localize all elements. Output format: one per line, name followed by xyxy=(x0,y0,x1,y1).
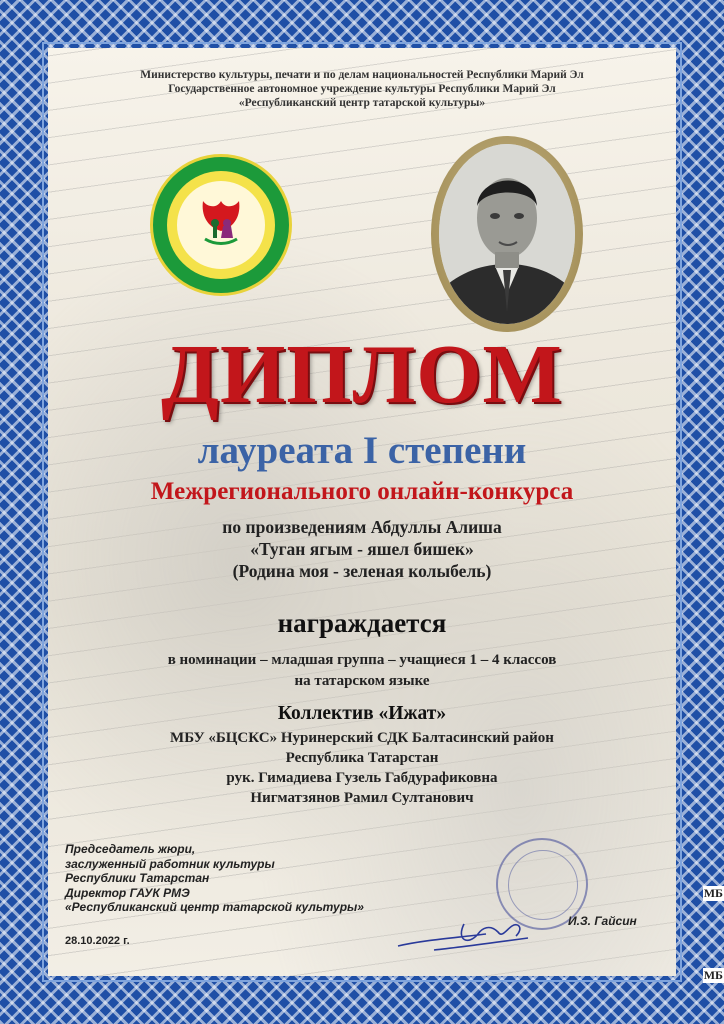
contest-name: Межрегионального онлайн-конкурса xyxy=(150,478,574,505)
issuer-header xyxy=(48,68,676,110)
corner-mark: МБ xyxy=(703,886,723,900)
signature xyxy=(394,910,534,960)
nomination xyxy=(48,650,676,692)
signer-name: И.З. Гайсин xyxy=(568,914,637,928)
laureate-degree: лауреата I степени xyxy=(197,429,527,472)
jury-chair-block xyxy=(65,842,364,915)
details-line: Республика Татарстан xyxy=(285,750,439,766)
portrait-photo xyxy=(439,144,575,324)
details-line: МБУ «БЦСКС» Нуринерский СДК Балтасинский район xyxy=(170,730,554,746)
corner-mark: МБ xyxy=(703,968,723,982)
chair-line: «Республиканский центр татарской культуры» xyxy=(65,900,364,914)
issue-date: 28.10.2022 г. xyxy=(65,935,130,947)
details-line: Нигматзянов Рамил Султанович xyxy=(250,790,474,806)
organization-logo xyxy=(150,154,292,296)
works-line: (Родина моя - зеленая колыбель) xyxy=(232,561,492,581)
recipient-name: Коллектив «Ижат» xyxy=(277,703,447,724)
issuer-line: Министерство культуры, печати и по делам национальностей Республики Марий Эл xyxy=(140,69,584,81)
nomination-line: в номинации – младшая группа – учащиеся 1 – 4 классов xyxy=(167,652,557,668)
chair-line: Республики Татарстан xyxy=(65,871,210,885)
issuer-line: Государственное автономное учреждение культуры Республики Марий Эл xyxy=(168,83,556,95)
works-line: «Туган ягым - яшел бишек» xyxy=(250,539,474,559)
recipient-details xyxy=(48,728,676,808)
portrait-frame xyxy=(431,136,583,332)
awarded-heading: награждается xyxy=(277,608,447,638)
chair-line: Председатель жюри, xyxy=(65,842,196,856)
contest-works xyxy=(48,516,676,582)
tulip-icon xyxy=(195,195,247,247)
chair-line: Директор ГАУК РМЭ xyxy=(65,885,190,900)
nomination-line: на татарском языке xyxy=(294,673,430,689)
diploma-title: ДИПЛОМ xyxy=(161,328,563,421)
issuer-line: «Республиканский центр татарской культуры» xyxy=(238,97,486,109)
background-manuscript-texture xyxy=(48,48,676,976)
works-line: по произведениям Абдуллы Алиша xyxy=(222,517,502,537)
portrait-illustration xyxy=(439,144,575,324)
chair-line: заслуженный работник культуры xyxy=(65,856,275,871)
details-line: рук. Гимадиева Гузель Габдурафиковна xyxy=(226,770,498,786)
diploma-sheet xyxy=(48,48,676,976)
